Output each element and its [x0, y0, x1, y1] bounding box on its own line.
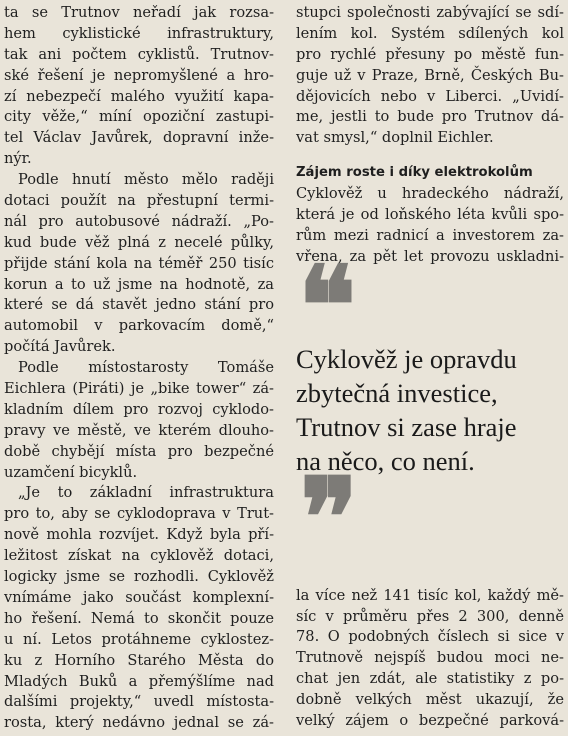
text-line: rosta, který nedávno jednal se zá-	[4, 714, 274, 732]
section-gap	[296, 149, 564, 163]
text-line: zí nebezpečí malého využití kapa-	[4, 87, 274, 105]
text-line: la více než 141 tisíc kol, každý mě-	[296, 586, 564, 604]
pull-quote-line: Cyklověž je opravdu	[296, 343, 517, 374]
text-line: vřena, za pět let provozu uskladni-	[296, 247, 564, 265]
text-line: ležitost získat na cyklověž dotaci,	[4, 547, 274, 565]
text-line: počítá Javůrek.	[4, 338, 116, 356]
text-line: automobil v parkovacím domě,“	[4, 317, 274, 335]
text-line: nově mohla rozvíjet. Když byla pří-	[4, 526, 274, 544]
text-line: korun a to už jsme na hodnotě, za	[4, 275, 274, 293]
text-line: kladním dílem pro rozvoj cyklodo-	[4, 400, 274, 418]
text-line: logicky jsme se rozhodli. Cyklověž	[4, 568, 274, 586]
text-line: kud bude věž plná z necelé půlky,	[4, 233, 274, 251]
right-column	[296, 3, 564, 732]
text-line: Cyklověž u hradeckého nádraží,	[296, 185, 564, 203]
left-column	[4, 3, 274, 734]
text-line: „Je to základní infrastruktura	[18, 484, 274, 502]
text-line: která je od loňského léta kvůli spo-	[296, 206, 564, 224]
text-line: pro to, aby se cyklodoprava v Trut-	[4, 505, 274, 523]
text-line: které se dá stavět jedno stání pro	[4, 296, 274, 314]
text-line: city věže,“ míní opoziční zastupi-	[4, 108, 274, 126]
text-line: síc v průměru přes 2 300, denně	[296, 607, 564, 625]
text-line: tel Václav Javůrek, dopravní inže-	[4, 129, 274, 147]
text-line: stupci společnosti zabývající se sdí-	[296, 4, 564, 21]
left-text	[4, 3, 274, 734]
text-line: tak ani počtem cyklistů. Trutnov-	[4, 45, 274, 63]
text-line: me, jestli to bude pro Trutnov dá-	[296, 108, 564, 126]
text-line: vnímáme jako součást komplexní-	[4, 588, 274, 606]
pull-quote-line: na něco, co není.	[296, 445, 475, 476]
text-line: hem cyklistické infrastruktury,	[4, 24, 274, 42]
subheading: Zájem roste i díky elektrokolům	[296, 165, 533, 181]
text-line: ta se Trutnov neřadí jak rozsa-	[4, 4, 274, 21]
text-line: 78. O podobných číslech si sice v	[296, 628, 564, 646]
text-line: Podle místostarosty Tomáše	[18, 359, 274, 377]
text-line: pro rychlé přesuny po městě fun-	[296, 45, 564, 63]
text-line: Eichlera (Piráti) je „bike tower“ zá-	[4, 380, 274, 398]
right-top-text	[296, 3, 564, 149]
text-line: chat jen zdát, ale statistiky z po-	[296, 670, 564, 688]
text-line: vat smysl,“ doplnil Eichler.	[296, 129, 494, 147]
text-line: velký zájem o bezpečné parková-	[296, 712, 564, 730]
quote-close-icon: ❞	[300, 454, 353, 581]
text-line: dalšími projekty,“ uvedl místosta-	[4, 693, 274, 711]
text-line: nál pro autobusové nádraží. „Po-	[4, 212, 274, 230]
text-line: u ní. Letos protáhneme cyklostez-	[4, 630, 274, 648]
text-line: Trutnově nejspíš budou moci ne-	[296, 649, 564, 667]
text-line: Mladých Buků a přemýšlíme nad	[4, 672, 274, 690]
text-line: dotaci použít na přestupní termi-	[4, 192, 274, 210]
text-line: nýr.	[4, 150, 32, 168]
text-line: dějovicích nebo v Liberci. „Uvidí-	[296, 87, 564, 105]
text-line: přijde stání kola na téměř 250 tisíc	[4, 254, 274, 272]
text-line: Podle hnutí město mělo raději	[18, 171, 274, 189]
text-line: pravy ve městě, ve kterém dlouho-	[4, 421, 274, 439]
text-line: lením kol. Systém sdílených kol	[296, 24, 564, 42]
text-line: době chybějí místa pro bezpečné	[4, 442, 274, 460]
pull-quote-line: zbytečná investice,	[296, 377, 498, 408]
pull-quote-line: Trutnov si zase hraje	[296, 411, 517, 442]
right-bottom-text	[296, 586, 564, 732]
text-line: guje už v Praze, Brně, Českých Bu-	[296, 66, 564, 84]
text-line: ské řešení je nepromyšlené a hro-	[4, 66, 274, 84]
quote-open-icon: ❝	[298, 242, 351, 369]
text-line: ku z Horního Starého Města do	[4, 651, 274, 669]
text-line: uzamčení bicyklů.	[4, 463, 138, 481]
text-line: dobně velkých měst ukazují, že	[296, 691, 564, 709]
text-line: rům mezi radnicí a investorem za-	[296, 226, 564, 244]
text-line: ho řešení. Nemá to skončit pouze	[4, 609, 274, 627]
